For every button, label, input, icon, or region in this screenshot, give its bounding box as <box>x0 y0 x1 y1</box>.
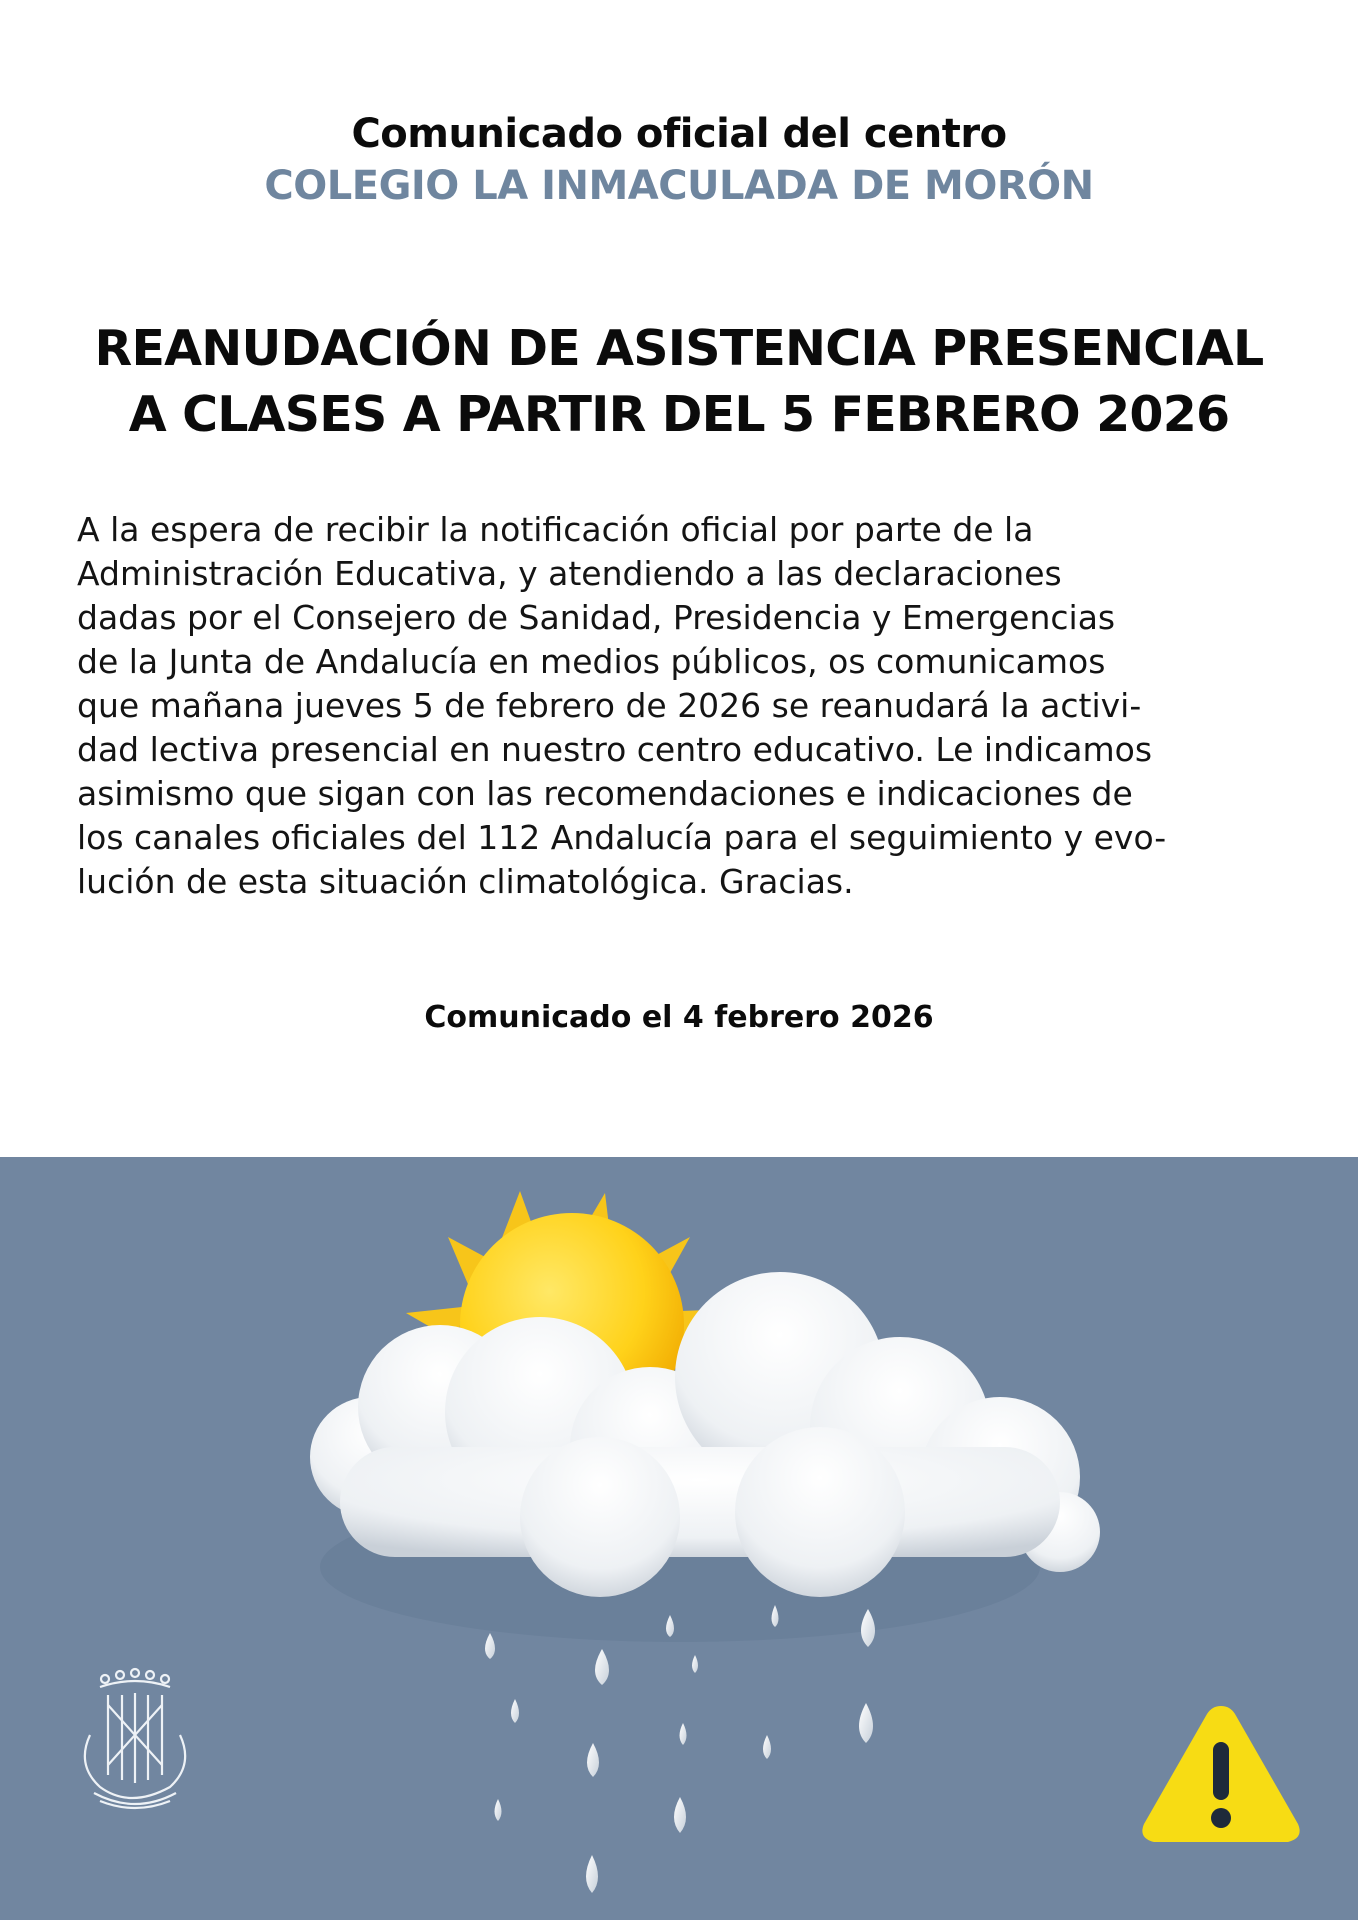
dateline: Comunicado el 4 febrero 2026 <box>424 1000 934 1035</box>
body-line: dadas por el Consejero de Sanidad, Presidencia y Emergencias <box>77 598 1116 637</box>
body-line: de la Junta de Andalucía en medios públicos, os comunicamos <box>77 642 1106 681</box>
body-paragraph <box>77 508 1287 904</box>
headline-line-2: A CLASES A PARTIR DEL 5 FEBRERO 2026 <box>128 386 1230 443</box>
school-emblem-icon <box>70 1665 200 1815</box>
header-title: Comunicado oficial del centro <box>351 111 1007 157</box>
headline-line-1: REANUDACIÓN DE ASISTENCIA PRESENCIAL <box>94 320 1264 377</box>
school-name: COLEGIO LA INMACULADA DE MORÓN <box>264 163 1094 209</box>
warning-icon <box>1138 1700 1304 1850</box>
body-line: lución de esta situación climatológica. Gracias. <box>77 862 854 901</box>
body-line: dad lectiva presencial en nuestro centro educativo. Le indicamos <box>77 730 1153 769</box>
body-line: Administración Educativa, y atendiendo a las declaraciones <box>77 554 1062 593</box>
raindrop-icon <box>485 1605 875 1893</box>
communique-header <box>0 108 1358 212</box>
cloud-icon <box>310 1272 1100 1642</box>
body-line: A la espera de recibir la notificación oficial por parte de la <box>77 510 1034 549</box>
headline <box>0 316 1358 448</box>
body-line: los canales oficiales del 112 Andalucía para el seguimiento y evo- <box>77 818 1167 857</box>
body-line: que mañana jueves 5 de febrero de 2026 se reanudará la activi- <box>77 686 1142 725</box>
body-line: asimismo que sigan con las recomendaciones e indicaciones de <box>77 774 1133 813</box>
